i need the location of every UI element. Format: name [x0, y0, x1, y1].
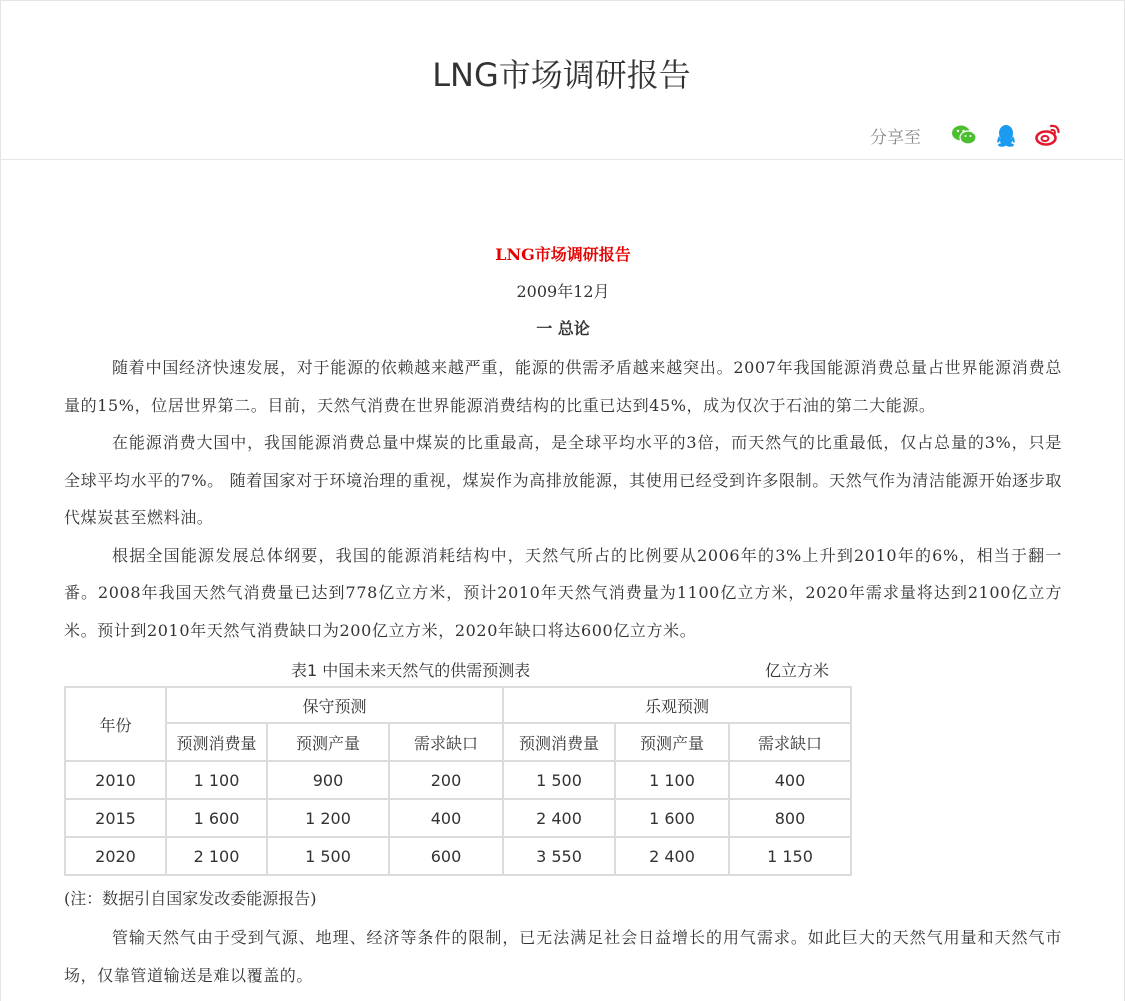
page-header: [0, 0, 1123, 160]
column-header: 预测消费量: [166, 723, 267, 761]
table-cell: 600: [389, 837, 503, 875]
group-header-optimistic: 乐观预测: [503, 687, 851, 723]
paragraph: 在能源消费大国中，我国能源消费总量中煤炭的比重最高，是全球平均水平的3倍，而天然气的比重最低，仅占总量的3%，只是全球平均水平的7%。 随着国家对于环境治理的重视，煤炭作为高排放能源，其使用已经受到许多限制。天然气作为清洁能源开始逐步取代煤炭甚至燃料油。: [64, 433, 1062, 527]
table-cell: 900: [267, 761, 389, 799]
table-cell: 2015: [65, 799, 166, 837]
article-body: [64, 240, 1062, 649]
table-cell: 1 100: [166, 761, 267, 799]
table-cell: 1 150: [729, 837, 851, 875]
table-cell: 1 500: [503, 761, 615, 799]
table-cell: 400: [389, 799, 503, 837]
paragraph: 随着中国经济快速发展，对于能源的依赖越来越严重，能源的供需矛盾越来越突出。2007年我国能源消费总量占世界能源消费总量的15%，位居世界第二。目前，天然气消费在世界能源消费结构的比重已达到45%，成为仅次于石油的第二大能源。: [64, 358, 1062, 415]
table-note: (注：数据引自国家发改委能源报告): [64, 889, 317, 908]
paragraph: 根据全国能源发展总体纲要，我国的能源消耗结构中，天然气所占的比例要从2006年的3%上升到2010年的6%，相当于翻一番。2008年我国天然气消费量已达到778亿立方米，预计2010年天然气消费量为1100亿立方米，2020年需求量将达到2100亿立方米。预计到2010年天然气消费缺口为200亿立方米，2020年缺口将达600亿立方米。: [64, 545, 1062, 640]
table-cell: 400: [729, 761, 851, 799]
column-header: 预测产量: [267, 723, 389, 761]
column-header: 预测消费量: [503, 723, 615, 761]
table-cell: 1 600: [166, 799, 267, 837]
table-cell: 1 600: [615, 799, 729, 837]
table-unit: 亿立方米: [765, 661, 830, 680]
page-title: LNG市场调研报告: [432, 56, 691, 94]
share-bar: [870, 120, 1061, 150]
table-cell: 200: [389, 761, 503, 799]
section-heading: 一 总论: [536, 319, 590, 338]
share-label: 分享至: [870, 127, 921, 148]
column-header: 需求缺口: [729, 723, 851, 761]
table-cell: 2020: [65, 837, 166, 875]
table-cell: 800: [729, 799, 851, 837]
wechat-icon[interactable]: [951, 122, 977, 148]
table-caption: 表1 中国未来天然气的供需预测表: [291, 661, 531, 680]
supply-demand-table: [64, 686, 852, 876]
table-row: [65, 799, 851, 837]
qq-icon[interactable]: [993, 122, 1019, 148]
table-cell: 1 500: [267, 837, 389, 875]
table-cell: 1 100: [615, 761, 729, 799]
paragraph: 管输天然气由于受到气源、地理、经济等条件的限制，已无法满足社会日益增长的用气需求。如此巨大的天然气用量和天然气市场，仅靠管道输送是难以覆盖的。: [64, 928, 1062, 985]
article-date: 2009年12月: [516, 282, 610, 301]
table-row: [65, 837, 851, 875]
table-row: [65, 761, 851, 799]
column-header: 预测产量: [615, 723, 729, 761]
article-title: LNG市场调研报告: [495, 245, 631, 264]
table-cell: 3 550: [503, 837, 615, 875]
table-cell: 2 400: [503, 799, 615, 837]
article-continuation: [64, 919, 1062, 994]
group-header-conservative: 保守预测: [166, 687, 503, 723]
table-cell: 2 100: [166, 837, 267, 875]
weibo-icon[interactable]: [1035, 122, 1061, 148]
year-header: 年份: [65, 687, 166, 761]
table-cell: 1 200: [267, 799, 389, 837]
column-header: 需求缺口: [389, 723, 503, 761]
table-caption-row: [64, 654, 854, 682]
table-cell: 2010: [65, 761, 166, 799]
table-cell: 2 400: [615, 837, 729, 875]
